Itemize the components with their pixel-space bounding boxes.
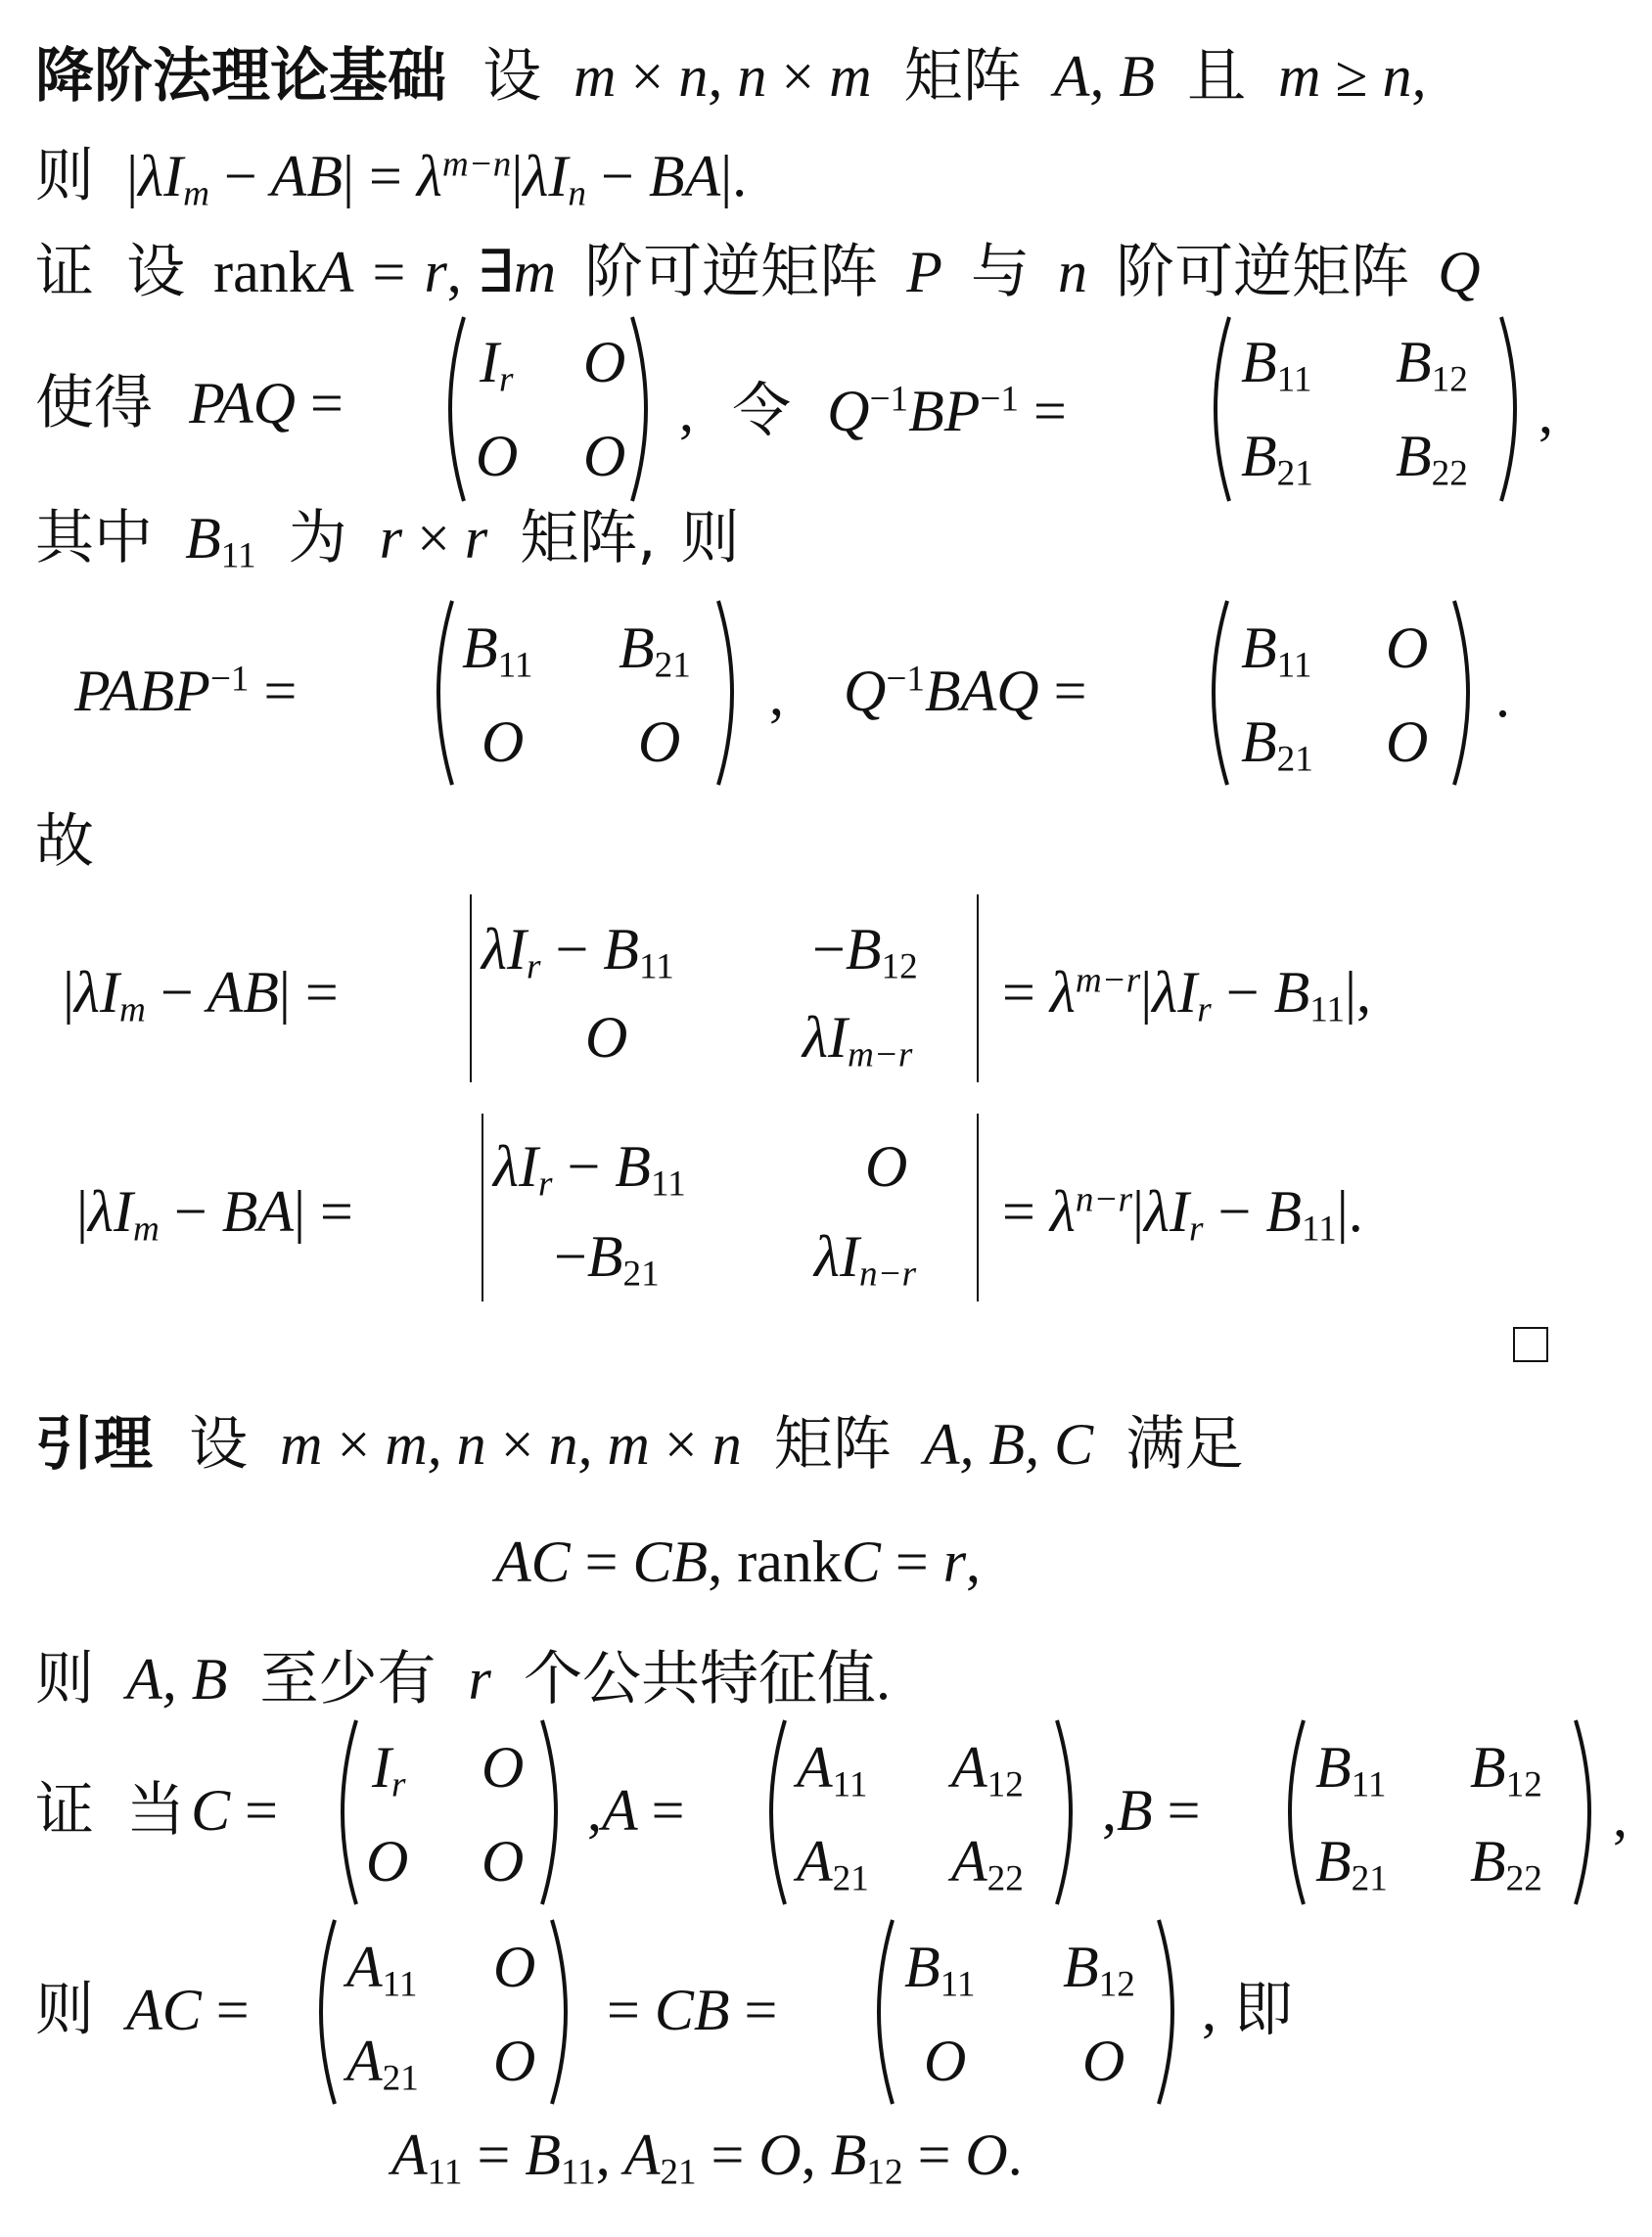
matrix-cell: $I_r$	[480, 330, 514, 400]
matrix-cell: $B_{11}$	[1241, 330, 1312, 400]
eq-PABP-left: $PABP^{-1}$ =	[74, 659, 298, 723]
matrix-cell: $B_{11}$	[1315, 1735, 1387, 1805]
matrix-cell: $A_{22}$	[951, 1829, 1024, 1899]
matrix-cell: O	[638, 709, 681, 774]
matrix-cell: O	[366, 1829, 409, 1894]
math-CB-eq: = CB =	[607, 1978, 778, 2042]
lemma-display: AC = CB, rankC = r,	[495, 1529, 982, 1594]
comma: ,	[1538, 381, 1553, 445]
matrix-cell: $B_{12}$	[1063, 1935, 1135, 2005]
det2-right: = $\lambda^{n-r}|\lambda I_r - B_{11}|$.	[1002, 1179, 1363, 1250]
matrix-cell: $B_{11}$	[462, 616, 533, 686]
matrix-cell: $A_{11}$	[346, 1935, 418, 2005]
matrix-CB	[859, 1914, 1192, 2110]
det-cell: $\lambda I_r - B_{11}$	[482, 917, 674, 987]
lemma-line-1: 引理 设 m × m, n × n, m × n 矩阵 A, B, C 满足	[35, 1410, 1244, 1479]
proof-line-2: 使得 PAQ =	[35, 369, 344, 437]
matrix-QBAQ	[1194, 595, 1488, 791]
det-bar	[977, 894, 979, 1082]
math-B-eq: ,B =	[1102, 1778, 1201, 1843]
det-cell: $\lambda I_{n-r}$	[814, 1224, 917, 1295]
matrix-PABP	[419, 595, 752, 791]
matrix-cell: O	[1386, 616, 1429, 680]
proof-line-2b: , 令 $Q^{-1}BP^{-1}$ =	[679, 377, 1067, 445]
theorem-text: 则	[35, 142, 94, 210]
proof-line-3: 其中 $B_{11}$ 为 r × r 矩阵, 则	[35, 504, 740, 576]
proof-text: 故	[35, 807, 94, 876]
matrix-parens	[1194, 595, 1488, 791]
matrix-cell: $B_{12}$	[1470, 1735, 1542, 1805]
eq-QBAQ-left: $Q^{-1}BAQ$ =	[844, 659, 1087, 723]
proof2-line-2: 则 AC =	[35, 1976, 250, 2044]
matrix-cell: $B_{21}$	[1315, 1829, 1388, 1899]
math-cond: m ≥ n,	[1278, 44, 1427, 109]
comma: ,	[1613, 1784, 1628, 1849]
theorem-text: 且	[1187, 42, 1247, 111]
theorem-text: 矩阵	[903, 42, 1022, 111]
lemma-conclusion: 则 A, B 至少有 r 个公共特征值.	[35, 1645, 891, 1713]
matrix-parens	[431, 311, 665, 507]
matrix-cell: $B_{22}$	[1396, 424, 1468, 494]
proof-line-1: 证 设 rankA = r, ∃m 阶可逆矩阵 P 与 n 阶可逆矩阵 Q	[35, 238, 1481, 306]
matrix-PAQ	[431, 311, 665, 507]
matrix-cell: $A_{11}$	[797, 1735, 868, 1805]
matrix-AC	[301, 1914, 585, 2110]
matrix-cell: $A_{12}$	[951, 1735, 1024, 1805]
matrix-cell: $B_{21}$	[619, 616, 691, 686]
matrix-cell: O	[482, 1829, 525, 1894]
theorem-text: 设	[482, 42, 542, 111]
matrix-cell: $I_r$	[372, 1735, 406, 1805]
matrix-cell: O	[1386, 709, 1429, 774]
det-cell: $-B_{12}$	[812, 917, 918, 987]
matrix-cell: O	[476, 424, 519, 488]
matrix-cell: $B_{22}$	[1470, 1829, 1542, 1899]
det-cell: $-B_{21}$	[554, 1224, 660, 1295]
det-bar	[977, 1114, 979, 1301]
proof-label: 证	[35, 238, 94, 306]
proof2-final: $A_{11} = B_{11}$, $A_{21} = O$, $B_{12} = O$.	[391, 2123, 1023, 2193]
det1-right: = $\lambda^{m-r}|\lambda I_r - B_{11}|$,	[1002, 960, 1372, 1030]
det2-left: $|\lambda I_m - BA|$ =	[76, 1179, 353, 1250]
matrix-cell: $A_{21}$	[346, 2029, 419, 2099]
matrix-cell: O	[482, 1735, 525, 1800]
matrix-parens	[323, 1714, 575, 1910]
lemma-heading: 引理	[35, 1410, 153, 1479]
math-theorem-equation: $|\lambda I_m - AB| = \lambda^{m-n}|\lambda I_n - BA|$.	[126, 144, 748, 214]
period: .	[1495, 664, 1510, 729]
det-cell: O	[865, 1134, 908, 1199]
det-bar	[482, 1114, 483, 1301]
comma: ,	[769, 662, 784, 727]
theorem-line-2	[35, 142, 748, 214]
matrix-cell: $B_{21}$	[1241, 424, 1313, 494]
matrix-cell: $A_{21}$	[797, 1829, 869, 1899]
proof-text: 使得	[35, 369, 153, 437]
det1-left: $|\lambda I_m - AB|$ =	[63, 960, 339, 1030]
matrix-B	[1270, 1714, 1609, 1910]
matrix-cell: O	[493, 1935, 536, 1999]
det-cell: $\lambda I_{m-r}$	[803, 1005, 913, 1075]
det-bar	[470, 894, 472, 1082]
theorem-heading: 降阶法理论基础	[35, 42, 446, 111]
matrix-cell: O	[583, 330, 626, 394]
matrix-cell: O	[493, 2029, 536, 2093]
matrix-A	[752, 1714, 1090, 1910]
math-AB: A, B	[1053, 44, 1155, 109]
det-cell: $\lambda I_r - B_{11}$	[493, 1134, 686, 1205]
matrix-cell: $B_{11}$	[1241, 616, 1312, 686]
proof-text: 则	[35, 1976, 94, 2044]
matrix-cell: $B_{21}$	[1241, 709, 1313, 780]
proof2-line-2-end: , 即	[1202, 1976, 1293, 2044]
proof2-line-1: 证 当 C =	[35, 1776, 278, 1845]
math-dims: m × n, n × m	[574, 44, 872, 109]
qed-symbol	[1513, 1327, 1548, 1362]
matrix-QBP	[1196, 311, 1535, 507]
matrix-cell: O	[482, 709, 525, 774]
matrix-cell: $B_{12}$	[1396, 330, 1468, 400]
math-A-eq: ,A =	[587, 1778, 685, 1843]
matrix-cell: O	[583, 424, 626, 488]
matrix-parens	[301, 1914, 585, 2110]
matrix-C	[323, 1714, 575, 1910]
matrix-cell: O	[1082, 2029, 1125, 2093]
proof-gu	[35, 807, 94, 876]
theorem-line-1	[35, 42, 1427, 111]
matrix-cell: O	[924, 2029, 967, 2093]
det-cell: O	[585, 1005, 628, 1070]
matrix-cell: $B_{11}$	[904, 1935, 976, 2005]
